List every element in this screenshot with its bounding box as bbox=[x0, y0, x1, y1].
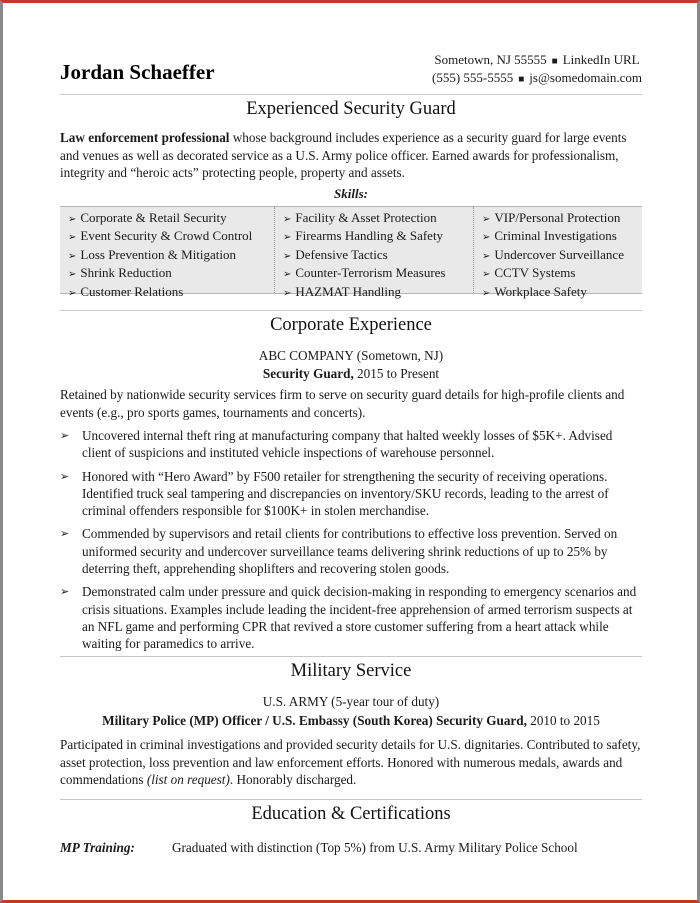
arrow-bullet-icon: ➢ bbox=[60, 586, 70, 599]
military-service-heading: Military Service bbox=[60, 656, 642, 682]
skills-column-2 bbox=[275, 207, 474, 299]
arrow-bullet-icon: ➢ bbox=[482, 214, 491, 225]
arrow-bullet-icon: ➢ bbox=[482, 287, 491, 299]
arrow-bullet-icon: ➢ bbox=[68, 214, 77, 225]
skill-item: ➢ Loss Prevention & Mitigation bbox=[68, 246, 237, 262]
skill-item: ➢ HAZMAT Handling bbox=[283, 283, 401, 299]
education-value: Graduated with distinction (Top 5%) from U.S. Army Military Police School bbox=[172, 840, 578, 855]
military-branch: U.S. ARMY (5-year tour of duty) bbox=[262, 694, 440, 709]
arrow-bullet-icon: ➢ bbox=[283, 250, 292, 262]
skill-item: ➢ Criminal Investigations bbox=[482, 228, 617, 244]
education-label: MP Training: bbox=[60, 840, 135, 855]
candidate-name: Jordan Schaeffer bbox=[60, 60, 215, 84]
contact-block bbox=[432, 52, 642, 88]
military-role-title: Military Police (MP) Officer / U.S. Embassy (South Korea) Security Guard, bbox=[102, 713, 527, 728]
separator-dot-icon: ■ bbox=[518, 74, 525, 85]
corporate-intro: Retained by nationwide security services firm to serve on security guard details for high-profile clients and events (e.g., pro sports games, tournaments and concerts). bbox=[60, 387, 625, 420]
skill-item: ➢ Workplace Safety bbox=[482, 283, 587, 299]
arrow-bullet-icon: ➢ bbox=[68, 269, 77, 281]
arrow-bullet-icon: ➢ bbox=[60, 430, 70, 442]
military-description: Participated in criminal investigations and provided security details for U.S. dignitaries. Contributed to safety, asset protection, loss prevention and law enforcement efforts. Honored with numerous medals, awards and commendations (list on request). Honorably discharged. bbox=[60, 737, 641, 787]
skills-table bbox=[60, 206, 642, 299]
skills-title: Skills: bbox=[334, 186, 368, 201]
list-item: ➢ Uncovered internal theft ring at manufacturing company that halted weekly losses of $5K+. Advised client of suspicions and instituted vehicle inspections of warehouse personnel. bbox=[60, 428, 613, 461]
military-dates: 2010 to 2015 bbox=[526, 713, 600, 728]
corporate-experience-heading: Corporate Experience bbox=[60, 310, 642, 336]
phone-text: (555) 555-5555 bbox=[431, 70, 514, 85]
company-name: ABC COMPANY (Sometown, NJ) bbox=[258, 348, 444, 363]
skill-item: ➢ Facility & Asset Protection bbox=[283, 210, 437, 225]
arrow-bullet-icon: ➢ bbox=[482, 250, 491, 262]
arrow-bullet-icon: ➢ bbox=[68, 232, 77, 244]
arrow-bullet-icon: ➢ bbox=[283, 287, 292, 299]
corporate-bullet-list bbox=[60, 427, 642, 659]
skill-item: ➢ Counter-Terrorism Measures bbox=[283, 265, 446, 281]
skills-column-1 bbox=[60, 207, 275, 299]
address-text: Sometown, NJ 55555 bbox=[434, 52, 547, 67]
skill-item: ➢ Shrink Reduction bbox=[68, 265, 172, 281]
arrow-bullet-icon: ➢ bbox=[68, 250, 77, 262]
list-item: ➢ Commended by supervisors and retail clients for contributions to effective loss prevention. Served on uniformed security and undercover surveillance teams delivering shrink reductions of up to 25% by deterring theft, apprehending shoplifters and recovering stolen goods. bbox=[60, 526, 618, 577]
list-on-request-note: (list on request) bbox=[146, 772, 230, 787]
corporate-role-line bbox=[60, 366, 642, 382]
education-entry bbox=[60, 840, 642, 856]
skill-item: ➢ CCTV Systems bbox=[482, 265, 576, 281]
headline-title: Experienced Security Guard bbox=[60, 94, 642, 120]
skill-item: ➢ Corporate & Retail Security bbox=[68, 210, 227, 225]
skill-item: ➢ Event Security & Crowd Control bbox=[68, 228, 253, 244]
summary-text: whose background includes experience as a security guard for large events and venues as well as decorated service as a U.S. Army police officer. Earned awards for professionalism, integrity and “heroic acts” protecting people, property and assets. bbox=[60, 130, 627, 180]
contact-line-2 bbox=[432, 70, 642, 88]
education-heading: Education & Certifications bbox=[60, 799, 642, 825]
role-title: Security Guard, bbox=[262, 366, 354, 381]
arrow-bullet-icon: ➢ bbox=[60, 470, 70, 483]
arrow-bullet-icon: ➢ bbox=[60, 528, 70, 541]
resume-header bbox=[60, 52, 642, 92]
military-role-line bbox=[60, 713, 642, 729]
contact-line-1 bbox=[432, 52, 642, 70]
arrow-bullet-icon: ➢ bbox=[283, 269, 292, 281]
separator-dot-icon: ■ bbox=[551, 56, 558, 67]
linkedin-link[interactable]: LinkedIn URL bbox=[562, 52, 640, 67]
arrow-bullet-icon: ➢ bbox=[482, 232, 491, 244]
role-dates: 2015 to Present bbox=[353, 366, 440, 381]
arrow-bullet-icon: ➢ bbox=[283, 232, 292, 244]
list-item: ➢ Honored with “Hero Award” by F500 retailer for strengthening the security of receiving operations. Identified truck seal tampering and discrepancies on inventory/SKU records, leading to the arrest of criminal offenders responsible for $100K+ in stolen merchandise. bbox=[60, 468, 609, 519]
skill-item: ➢ VIP/Personal Protection bbox=[482, 210, 621, 225]
skill-item: ➢ Defensive Tactics bbox=[283, 246, 388, 262]
arrow-bullet-icon: ➢ bbox=[68, 287, 77, 299]
arrow-bullet-icon: ➢ bbox=[482, 269, 491, 281]
arrow-bullet-icon: ➢ bbox=[283, 214, 292, 225]
summary-paragraph bbox=[60, 129, 642, 182]
skill-item: ➢ Firearms Handling & Safety bbox=[283, 228, 444, 244]
skill-item: ➢ Customer Relations bbox=[68, 283, 184, 299]
skill-item: ➢ Undercover Surveillance bbox=[482, 246, 624, 262]
email-link[interactable]: js@somedomain.com bbox=[529, 70, 642, 85]
list-item: ➢ Demonstrated calm under pressure and quick decision-making in responding to emergency scenarios and crisis situations. Examples include leading the incident-free apprehension of armed terrorism suspects at an NFL game and performing CPR that revived a store customer suffering from a heart attack while waiting for paramedics to arrive. bbox=[60, 584, 637, 652]
summary-lead: Law enforcement professional bbox=[60, 130, 230, 145]
skills-column-3 bbox=[474, 207, 642, 299]
